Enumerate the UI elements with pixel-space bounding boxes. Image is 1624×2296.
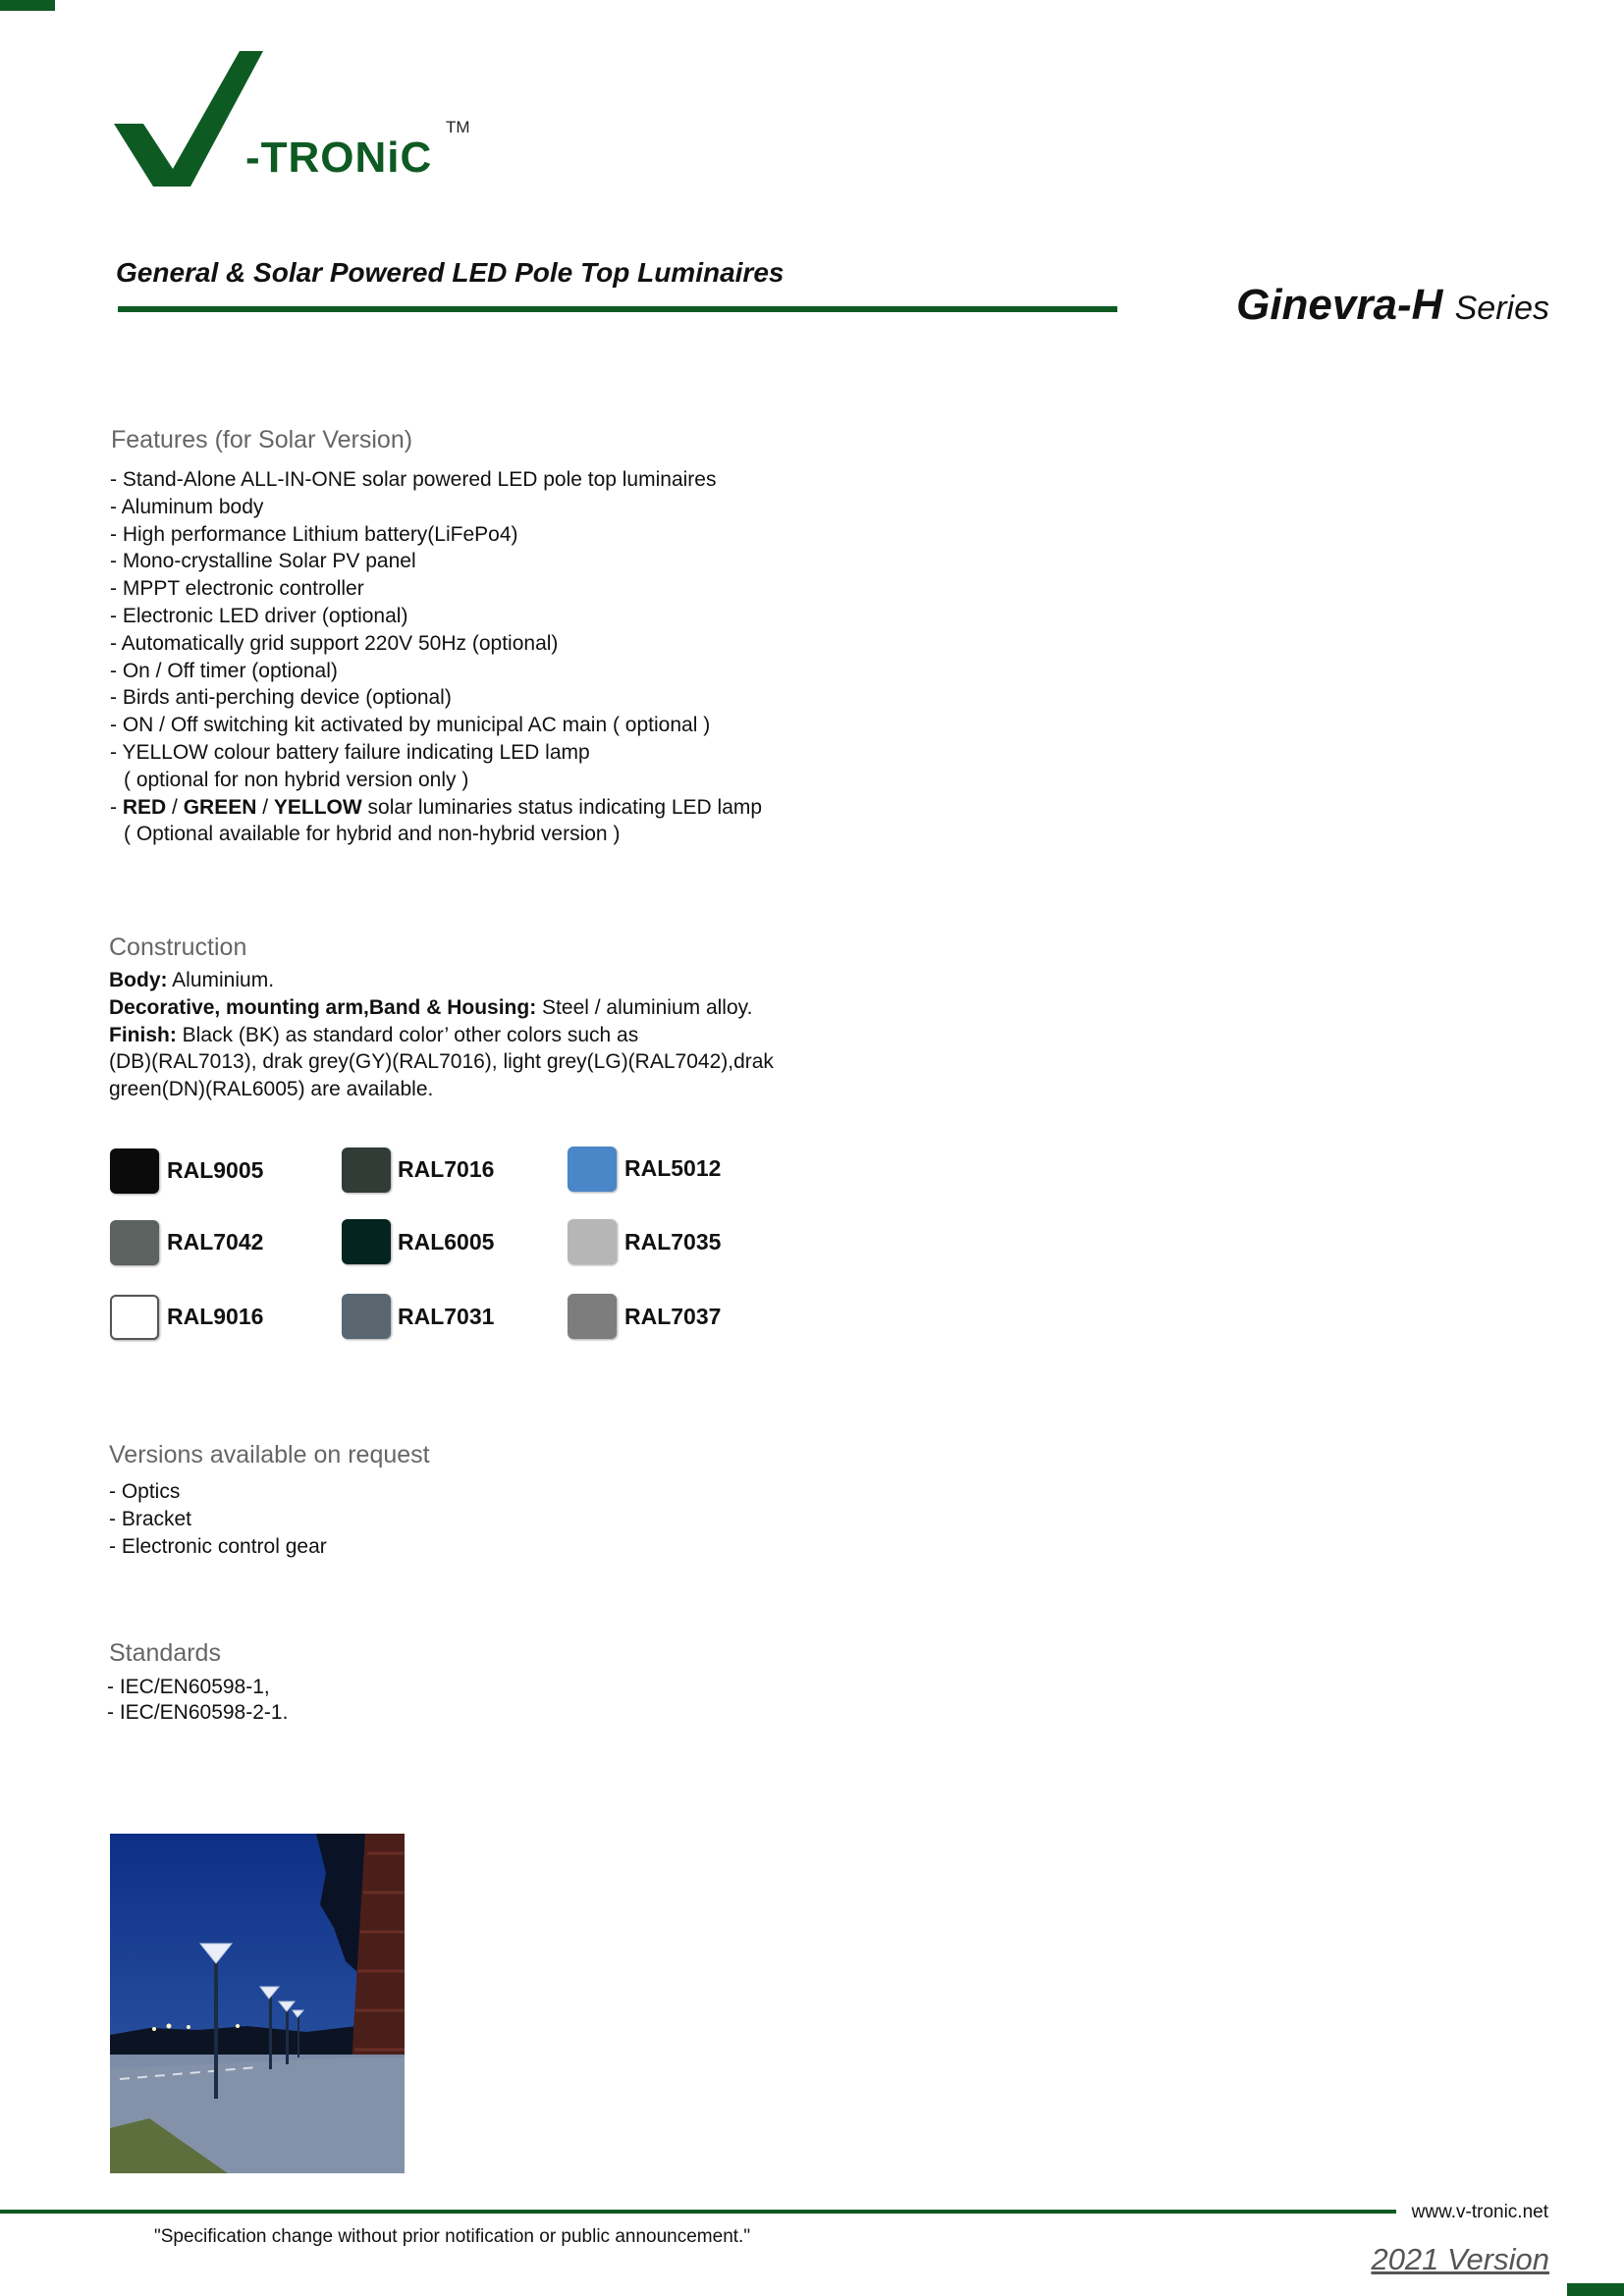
- list-item-note: ( optional for non hybrid version only ): [124, 768, 469, 791]
- list-item: - Stand-Alone ALL-IN-ONE solar powered LED pole top luminaires: [110, 468, 717, 491]
- status-rest: solar luminaries status indicating LED lamp: [361, 795, 763, 819]
- finish-label: Finish:: [109, 1023, 177, 1046]
- logo-text: -TRONiC: [245, 133, 433, 182]
- color-swatch: [110, 1220, 159, 1265]
- color-swatch-label: RAL7042: [167, 1229, 264, 1255]
- construction-body: [109, 967, 774, 994]
- list-item: - Birds anti-perching device (optional): [110, 686, 452, 710]
- decor-value: Steel / aluminium alloy.: [536, 995, 753, 1019]
- standards-title: Standards: [109, 1639, 221, 1667]
- list-item: - On / Off timer (optional): [110, 659, 338, 682]
- construction-finish: [109, 1022, 774, 1049]
- list-item: - IEC/EN60598-1,: [107, 1676, 270, 1698]
- status-sep: /: [166, 795, 184, 819]
- list-item: - YELLOW colour battery failure indicating LED lamp: [110, 740, 590, 764]
- decor-label: Decorative, mounting arm,Band & Housing:: [109, 995, 537, 1019]
- body-value: Aluminium.: [167, 969, 275, 991]
- color-swatch-label: RAL5012: [624, 1155, 722, 1181]
- list-item: - Electronic LED driver (optional): [110, 604, 408, 627]
- standards-list: [107, 1675, 288, 1726]
- color-swatch: [342, 1148, 391, 1193]
- list-item: - Automatically grid support 220V 50Hz (optional): [110, 631, 559, 655]
- color-swatch: [568, 1147, 617, 1192]
- status-prefix: -: [110, 795, 123, 819]
- status-sep: /: [256, 795, 274, 819]
- website-url[interactable]: www.v-tronic.net: [1411, 2202, 1548, 2222]
- features-title: Features (for Solar Version): [111, 426, 413, 454]
- list-item: - MPPT electronic controller: [110, 577, 364, 601]
- construction-decorative: [109, 994, 774, 1022]
- color-swatch-label: RAL9016: [167, 1304, 264, 1329]
- list-item: - Optics: [109, 1480, 181, 1503]
- document-version: 2021 Version: [1371, 2242, 1549, 2276]
- finish-line: (DB)(RAL7013), drak grey(GY)(RAL7016), light grey(LG)(RAL7042),drak: [109, 1050, 774, 1074]
- tagline-divider: [118, 306, 1117, 312]
- list-item: - IEC/EN60598-2-1.: [107, 1701, 289, 1724]
- color-swatch: [568, 1294, 617, 1339]
- status-yellow: YELLOW: [273, 795, 362, 819]
- body-label: Body:: [109, 969, 168, 991]
- color-swatch: [342, 1294, 391, 1339]
- list-item: - Mono-crystalline Solar PV panel: [110, 550, 416, 573]
- footer-divider: [0, 2210, 1396, 2214]
- corner-accent-top: [0, 0, 55, 11]
- list-item: - Bracket: [109, 1507, 192, 1530]
- color-swatch: [568, 1219, 617, 1264]
- construction-title: Construction: [109, 934, 247, 961]
- color-swatch: [110, 1148, 159, 1194]
- product-installation-photo: [110, 1834, 405, 2173]
- color-swatch-label: RAL7035: [624, 1229, 722, 1255]
- list-item: - Aluminum body: [110, 495, 264, 518]
- series-name: Ginevra-H: [1236, 281, 1443, 329]
- color-swatch: [110, 1295, 159, 1340]
- corner-accent-bottom: [1567, 2283, 1624, 2296]
- list-item-note: ( Optional available for hybrid and non-hybrid version ): [124, 823, 621, 846]
- color-swatch-label: RAL7037: [624, 1304, 722, 1329]
- list-item: - ON / Off switching kit activated by municipal AC main ( optional ): [110, 714, 711, 737]
- product-tagline: General & Solar Powered LED Pole Top Luminaires: [116, 257, 785, 288]
- features-list: [110, 466, 762, 848]
- construction-text: [109, 967, 774, 1103]
- series-suffix: Series: [1454, 290, 1549, 327]
- specification-disclaimer: "Specification change without prior notification or public announcement.": [154, 2226, 751, 2247]
- versions-list: [109, 1478, 327, 1560]
- trademark-mark: TM: [446, 118, 470, 136]
- list-item: - Electronic control gear: [109, 1534, 327, 1558]
- color-swatch-label: RAL6005: [398, 1229, 495, 1255]
- status-red: RED: [122, 795, 167, 819]
- color-swatch-label: RAL7031: [398, 1304, 495, 1329]
- color-swatch-label: RAL9005: [167, 1157, 264, 1183]
- status-green: GREEN: [183, 795, 257, 819]
- list-item: - High performance Lithium battery(LiFePo4): [110, 522, 518, 546]
- finish-value: Black (BK) as standard color’ other colors such as: [176, 1023, 639, 1046]
- list-item-status-lamp: [110, 794, 762, 822]
- color-swatch-label: RAL7016: [398, 1156, 495, 1182]
- color-swatch: [342, 1219, 391, 1264]
- versions-title: Versions available on request: [109, 1441, 430, 1468]
- series-title: [1236, 281, 1549, 330]
- finish-line: green(DN)(RAL6005) are available.: [109, 1078, 434, 1101]
